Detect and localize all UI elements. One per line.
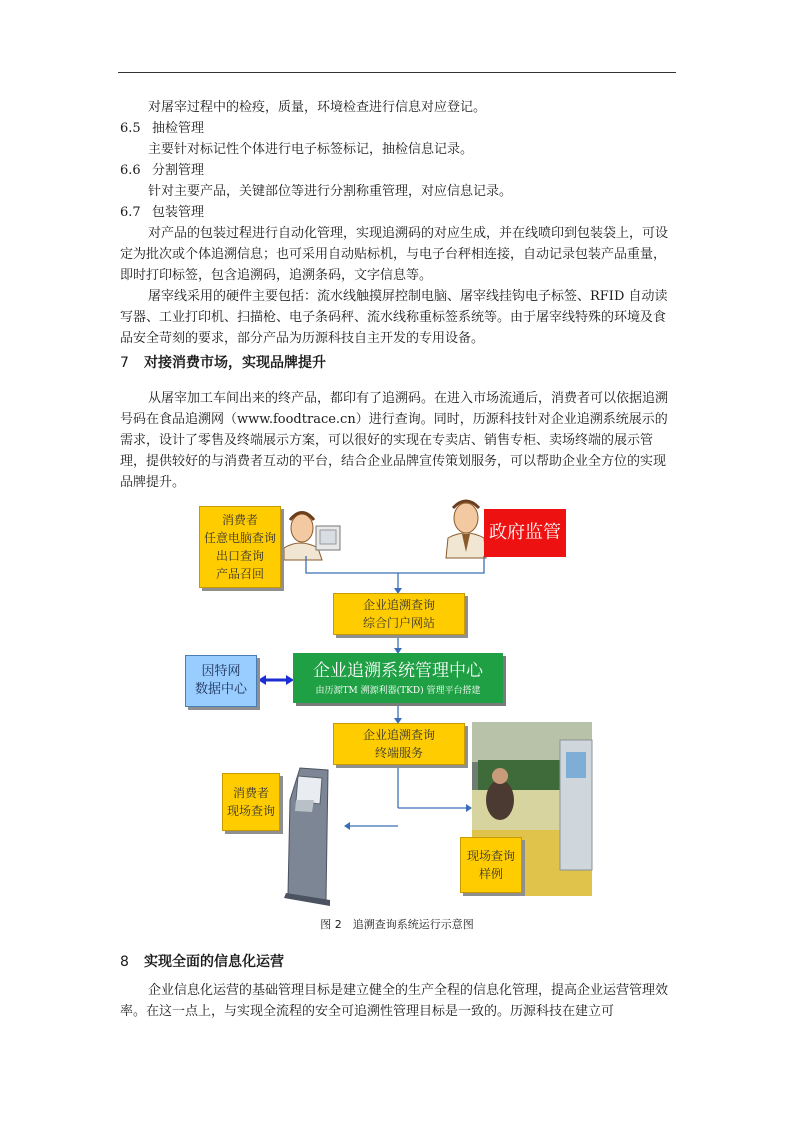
government-supervision-box: 政府监管 <box>484 509 566 557</box>
section-heading-8 <box>120 951 284 973</box>
center-subtitle: 由历源TM 溯源利器(TKD) 管理平台搭建 <box>315 686 481 696</box>
paragraph: 对屠宰过程中的检疫，质量，环境检查进行信息对应登记。 <box>148 100 487 115</box>
government-person-illustration <box>446 501 486 558</box>
paragraph: 针对主要产品，关键部位等进行分割称重管理，对应信息记录。 <box>148 184 513 199</box>
box-line: 因特网 <box>201 664 241 679</box>
section-number: 6.6 <box>120 163 141 178</box>
section-title: 分割管理 <box>152 163 205 178</box>
section-title: 实现全面的信息化运营 <box>144 954 284 970</box>
box-line: 消费者 <box>221 513 258 527</box>
internet-data-center-box <box>185 655 257 707</box>
consumer-person-illustration <box>284 513 340 561</box>
query-kiosk-illustration <box>284 768 330 906</box>
box-line: 现场查询 <box>226 804 275 818</box>
box-line: 数据中心 <box>194 682 247 697</box>
paragraph: 从屠宰加工车间出来的终产品，都印有了追溯码。在进入市场流通后，消费者可以依据追溯号码在食品追溯网（www.foodtrace.cn）进行查询。同时，历源科技针对企业追溯系统展示的需求，设计了零售及终端展示方案，可以很好的实现在专卖店、销售专柜、卖场终端的展示管理，提供较好的与消费者互动的平台，结合企业品牌宣传策划服务，可以帮助企业全方位的实现品牌提升。 <box>120 391 669 490</box>
section-title: 包装管理 <box>152 205 205 220</box>
box-line: 终端服务 <box>374 746 423 760</box>
section-number: 7 <box>120 355 129 371</box>
box-line: 综合门户网站 <box>362 616 435 630</box>
section-number: 6.7 <box>120 205 141 220</box>
box-line: 出口查询 <box>215 549 264 563</box>
paragraph: 企业信息化运营的基础管理目标是建立健全的生产全程的信息化管理，提高企业运营管理效率。在这一点上，与实现全流程的安全可追溯性管理目标是一致的。历源科技在建立可 <box>120 983 669 1019</box>
consumer-query-box <box>199 506 281 588</box>
bidirectional-arrow <box>258 675 294 685</box>
onsite-consumer-box <box>222 773 280 831</box>
box-line: 企业追溯查询 <box>362 728 435 742</box>
section-title: 对接消费市场，实现品牌提升 <box>144 355 326 371</box>
center-title: 企业追溯系统管理中心 <box>313 661 483 681</box>
portal-website-box <box>333 593 465 635</box>
paragraph: 屠宰线采用的硬件主要包括：流水线触摸屏控制电脑、屠宰线挂钩电子标签、RFID 自动读写器、工业打印机、扫描枪、电子条码秤、流水线称重标签系统等。由于屠宰线特殊的环境及食品安全苛刻的要求，部分产品为历源科技自主开发的专用设备。 <box>120 289 668 346</box>
section-number: 8 <box>120 954 129 970</box>
figure-caption: 图 2 追溯查询系统运行示意图 <box>320 918 474 931</box>
box-line: 企业追溯查询 <box>362 598 435 612</box>
box-line: 任意电脑查询 <box>203 531 276 545</box>
box-line: 产品召回 <box>215 567 264 581</box>
terminal-service-box <box>333 723 465 765</box>
paragraph: 主要针对标记性个体进行电子标签标记，抽检信息记录。 <box>148 142 474 157</box>
onsite-sample-box <box>460 837 522 893</box>
box-line: 现场查询 <box>466 849 515 863</box>
management-center-box <box>293 653 503 703</box>
box-line: 样例 <box>478 867 503 881</box>
box-line: 消费者 <box>232 786 269 800</box>
section-title: 抽检管理 <box>152 121 205 136</box>
section-number: 6.5 <box>120 121 141 136</box>
paragraph: 对产品的包装过程进行自动化管理，实现追溯码的对应生成，并在线喷印到包装袋上，可设定为批次或个体追溯信息；也可采用自动贴标机，与电子台秤相连接，自动记录包装产品重量，即时打印标签，包含追溯码，追溯条码，文字信息等。 <box>120 226 669 283</box>
